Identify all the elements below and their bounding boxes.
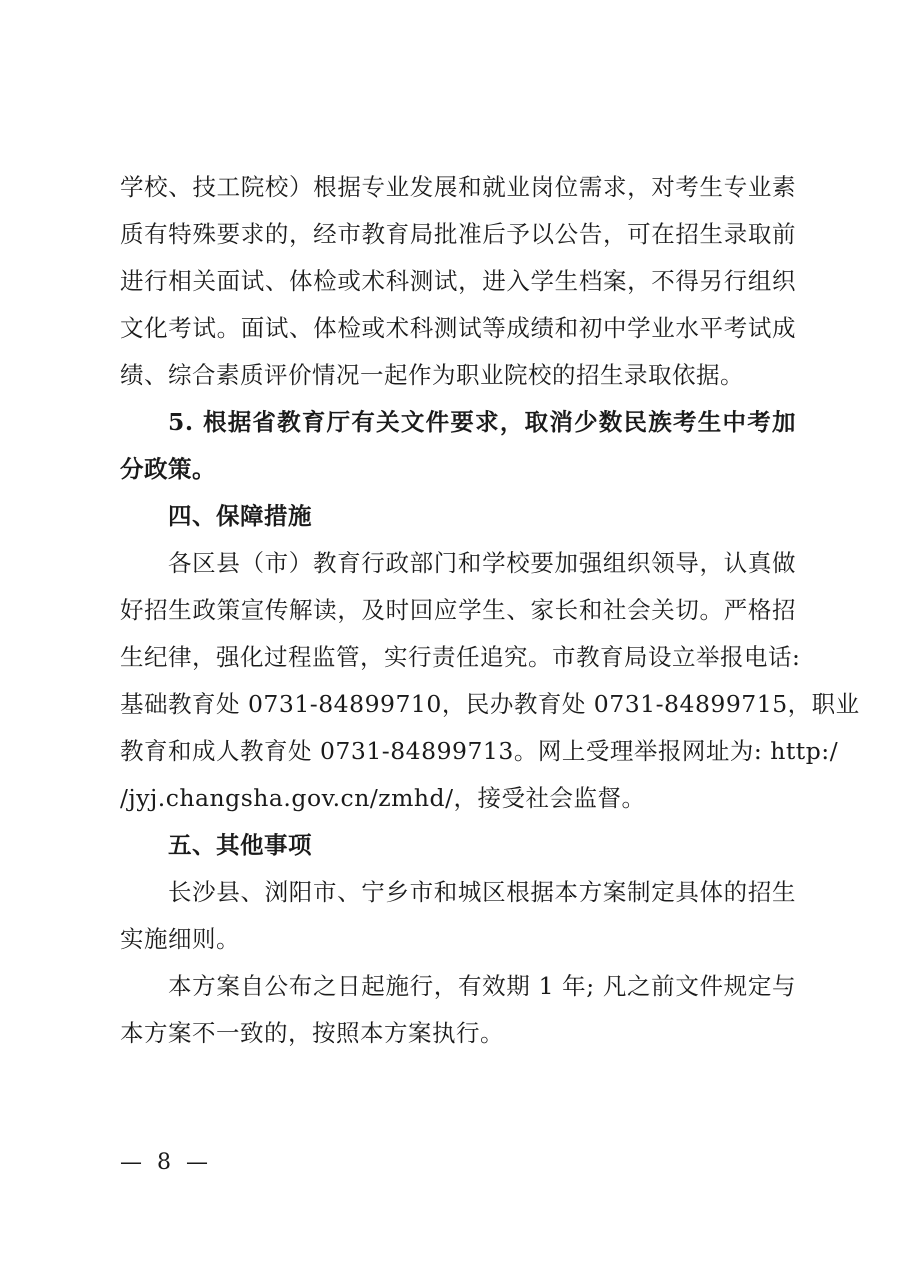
section-4-line-1: 各区县（市）教育行政部门和学校要加强组织领导，认真做 (168, 549, 796, 577)
section-5-para-1-line-2: 实施细则。 (120, 925, 240, 953)
paragraph-1-line-1: 学校、技工院校）根据专业发展和就业岗位需求，对考生专业素 (120, 173, 796, 201)
section-4-heading: 四、保障措施 (168, 502, 312, 530)
paragraph-1-line-5: 绩、综合素质评价情况一起作为职业院校的招生录取依据。 (120, 361, 744, 389)
section-4-line-2: 好招生政策宣传解读，及时回应学生、家长和社会关切。严格招 (120, 596, 796, 624)
section-5-para-2-line-1: 本方案自公布之日起施行，有效期 1 年; 凡之前文件规定与 (168, 972, 796, 1000)
paragraph-1-line-2: 质有特殊要求的，经市教育局批准后予以公告，可在招生录取前 (120, 220, 796, 248)
section-4-line-3: 生纪律，强化过程监管，实行责任追究。市教育局设立举报电话: (120, 643, 801, 671)
page-number: — 8 — (120, 1150, 212, 1175)
section-4-line-5: 教育和成人教育处 0731-84899713。网上受理举报网址为: http:/ (120, 737, 839, 765)
section-5-heading: 五、其他事项 (168, 831, 312, 859)
section-5-para-2-line-2: 本方案不一致的，按照本方案执行。 (120, 1019, 504, 1047)
section-4-line-4: 基础教育处 0731-84899710，民办教育处 0731-84899715，职业 (120, 690, 860, 718)
body-text (120, 164, 860, 1057)
section-5-para-1-line-1: 长沙县、浏阳市、宁乡市和城区根据本方案制定具体的招生 (168, 878, 796, 906)
section-4-line-6: /jyj.changsha.gov.cn/zmhd/，接受社会监督。 (120, 784, 646, 812)
paragraph-1-line-4: 文化考试。面试、体检或术科测试等成绩和初中学业水平考试成 (120, 314, 796, 342)
paragraph-1-line-3: 进行相关面试、体检或术科测试，进入学生档案，不得另行组织 (120, 267, 796, 295)
item-5-line-2: 分政策。 (120, 455, 216, 483)
item-5-line-1: 5. 根据省教育厅有关文件要求，取消少数民族考生中考加 (168, 408, 796, 436)
